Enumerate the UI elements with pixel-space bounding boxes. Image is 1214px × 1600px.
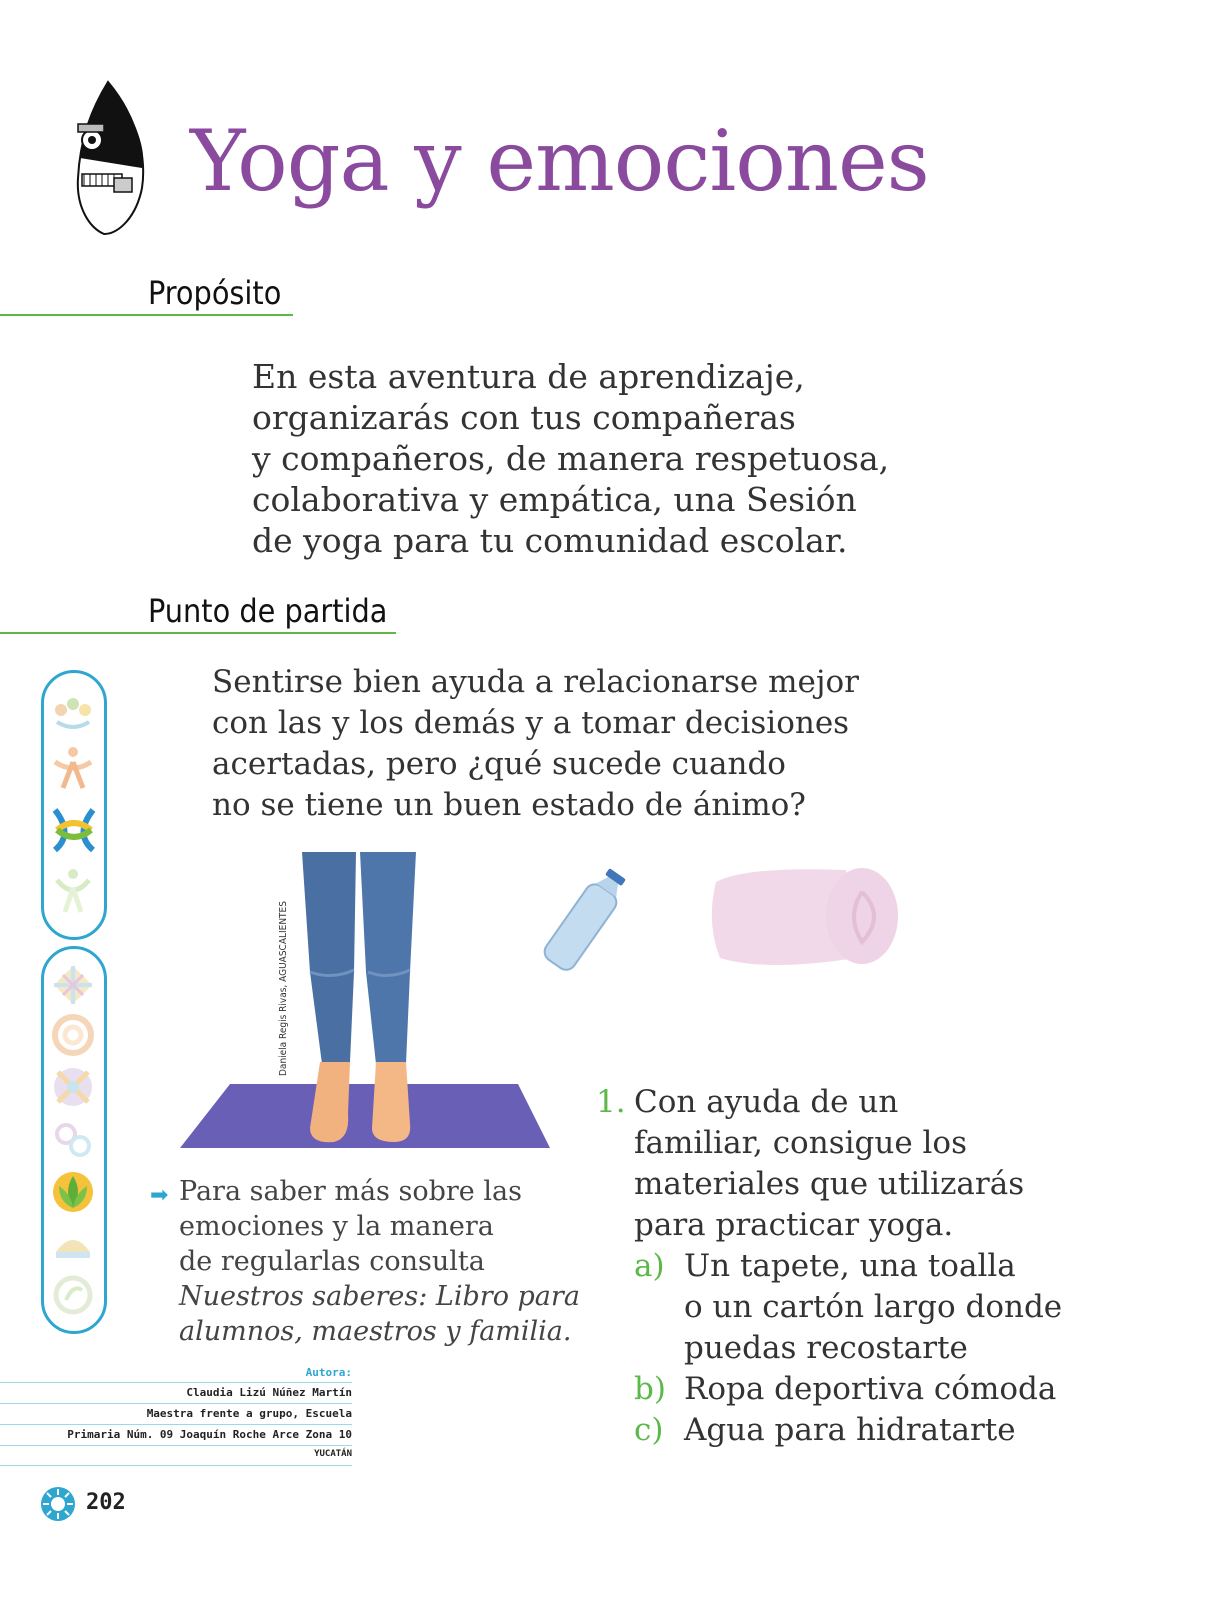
person-icon — [51, 744, 95, 792]
purpose-line: organizarás con tus compañeras — [252, 398, 796, 437]
author-school: Primaria Núm. 09 Joaquín Roche Arce Zona 10 — [67, 1428, 352, 1441]
page-title: Yoga y emociones — [190, 112, 929, 210]
yoga-mat-illustration — [178, 852, 558, 1152]
purpose-heading: Propósito — [148, 274, 282, 312]
sub-item — [634, 1410, 1062, 1451]
page-number: 202 — [86, 1490, 126, 1515]
credit-rule — [0, 1445, 352, 1446]
note-more-info — [150, 1174, 580, 1349]
rolled-towel-illustration — [706, 862, 902, 978]
author-role: Maestra frente a grupo, Escuela — [146, 1407, 352, 1420]
purpose-line: En esta aventura de aprendizaje, — [252, 357, 805, 396]
starting-point-text — [212, 662, 859, 826]
sub-item-line: o un cartón largo donde — [684, 1289, 1063, 1325]
illustrator-credit: Daniela Regis Rivas, AGUASCALIENTES — [278, 901, 289, 1076]
community-icon — [51, 692, 95, 732]
sub-item-letter: c) — [634, 1412, 664, 1448]
note-line: emociones y la manera — [179, 1211, 494, 1242]
sub-item-line: Un tapete, una toalla — [684, 1248, 1016, 1284]
leaf-circle-icon — [52, 1274, 94, 1316]
page-badge-icon — [40, 1486, 76, 1522]
gem-icon — [52, 964, 94, 1006]
note-line: de regularlas consulta — [179, 1246, 485, 1277]
list-item — [596, 1082, 1196, 1451]
water-bottle-illustration — [506, 860, 646, 1000]
purpose-line: y compañeros, de manera respetuosa, — [252, 439, 890, 478]
starting-point-line: Sentirse bien ayuda a relacionarse mejor — [212, 664, 859, 700]
item-line: materiales que utilizarás — [634, 1166, 1025, 1202]
author-state: YUCATÁN — [314, 1449, 352, 1459]
note-line: Para saber más sobre las — [179, 1176, 522, 1207]
note-book-title: alumnos, maestros y familia. — [179, 1316, 572, 1347]
sub-item-line: Ropa deportiva cómoda — [684, 1371, 1057, 1407]
starting-point-line: no se tiene un buen estado de ánimo? — [212, 787, 806, 823]
purpose-text — [252, 356, 912, 561]
credit-rule — [0, 1465, 352, 1466]
spiral-icon — [52, 1014, 94, 1056]
credit-rule — [0, 1382, 352, 1383]
lotus-icon — [51, 1170, 95, 1214]
activity-list — [596, 1082, 1196, 1451]
starting-point-line: con las y los demás y a tomar decisiones — [212, 705, 850, 741]
starting-point-heading: Punto de partida — [148, 592, 388, 630]
purpose-line: de yoga para tu comunidad escolar. — [252, 521, 848, 560]
item-line: Con ayuda de un — [634, 1084, 899, 1120]
people-icon — [51, 806, 97, 854]
sub-item-letter: a) — [634, 1248, 665, 1284]
mosaic-icon — [52, 1066, 94, 1108]
nature-person-icon — [51, 866, 95, 914]
sub-item — [634, 1246, 1062, 1369]
arrow-right-icon: ➡ — [150, 1183, 169, 1208]
item-number: 1. — [596, 1084, 626, 1120]
author-name: Claudia Lizú Núñez Martín — [186, 1386, 352, 1399]
mask-logo-icon — [70, 78, 150, 238]
gears-icon — [52, 1118, 94, 1160]
sub-item-line: Agua para hidratarte — [684, 1412, 1016, 1448]
sub-item-line: puedas recostarte — [684, 1330, 968, 1366]
purpose-rule — [0, 314, 293, 316]
item-line: familiar, consigue los — [634, 1125, 968, 1161]
note-book-title: Nuestros saberes: Libro para — [179, 1281, 580, 1312]
credit-rule — [0, 1403, 352, 1404]
starting-point-rule — [0, 632, 396, 634]
starting-point-line: acertadas, pero ¿qué sucede cuando — [212, 746, 786, 782]
credit-rule — [0, 1424, 352, 1425]
purpose-line: colaborativa y empática, una Sesión — [252, 480, 857, 519]
planet-icon — [52, 1224, 94, 1266]
author-label: Autora: — [305, 1366, 352, 1379]
sub-item — [634, 1369, 1062, 1410]
item-line: para practicar yoga. — [634, 1207, 954, 1243]
sub-item-letter: b) — [634, 1371, 666, 1407]
